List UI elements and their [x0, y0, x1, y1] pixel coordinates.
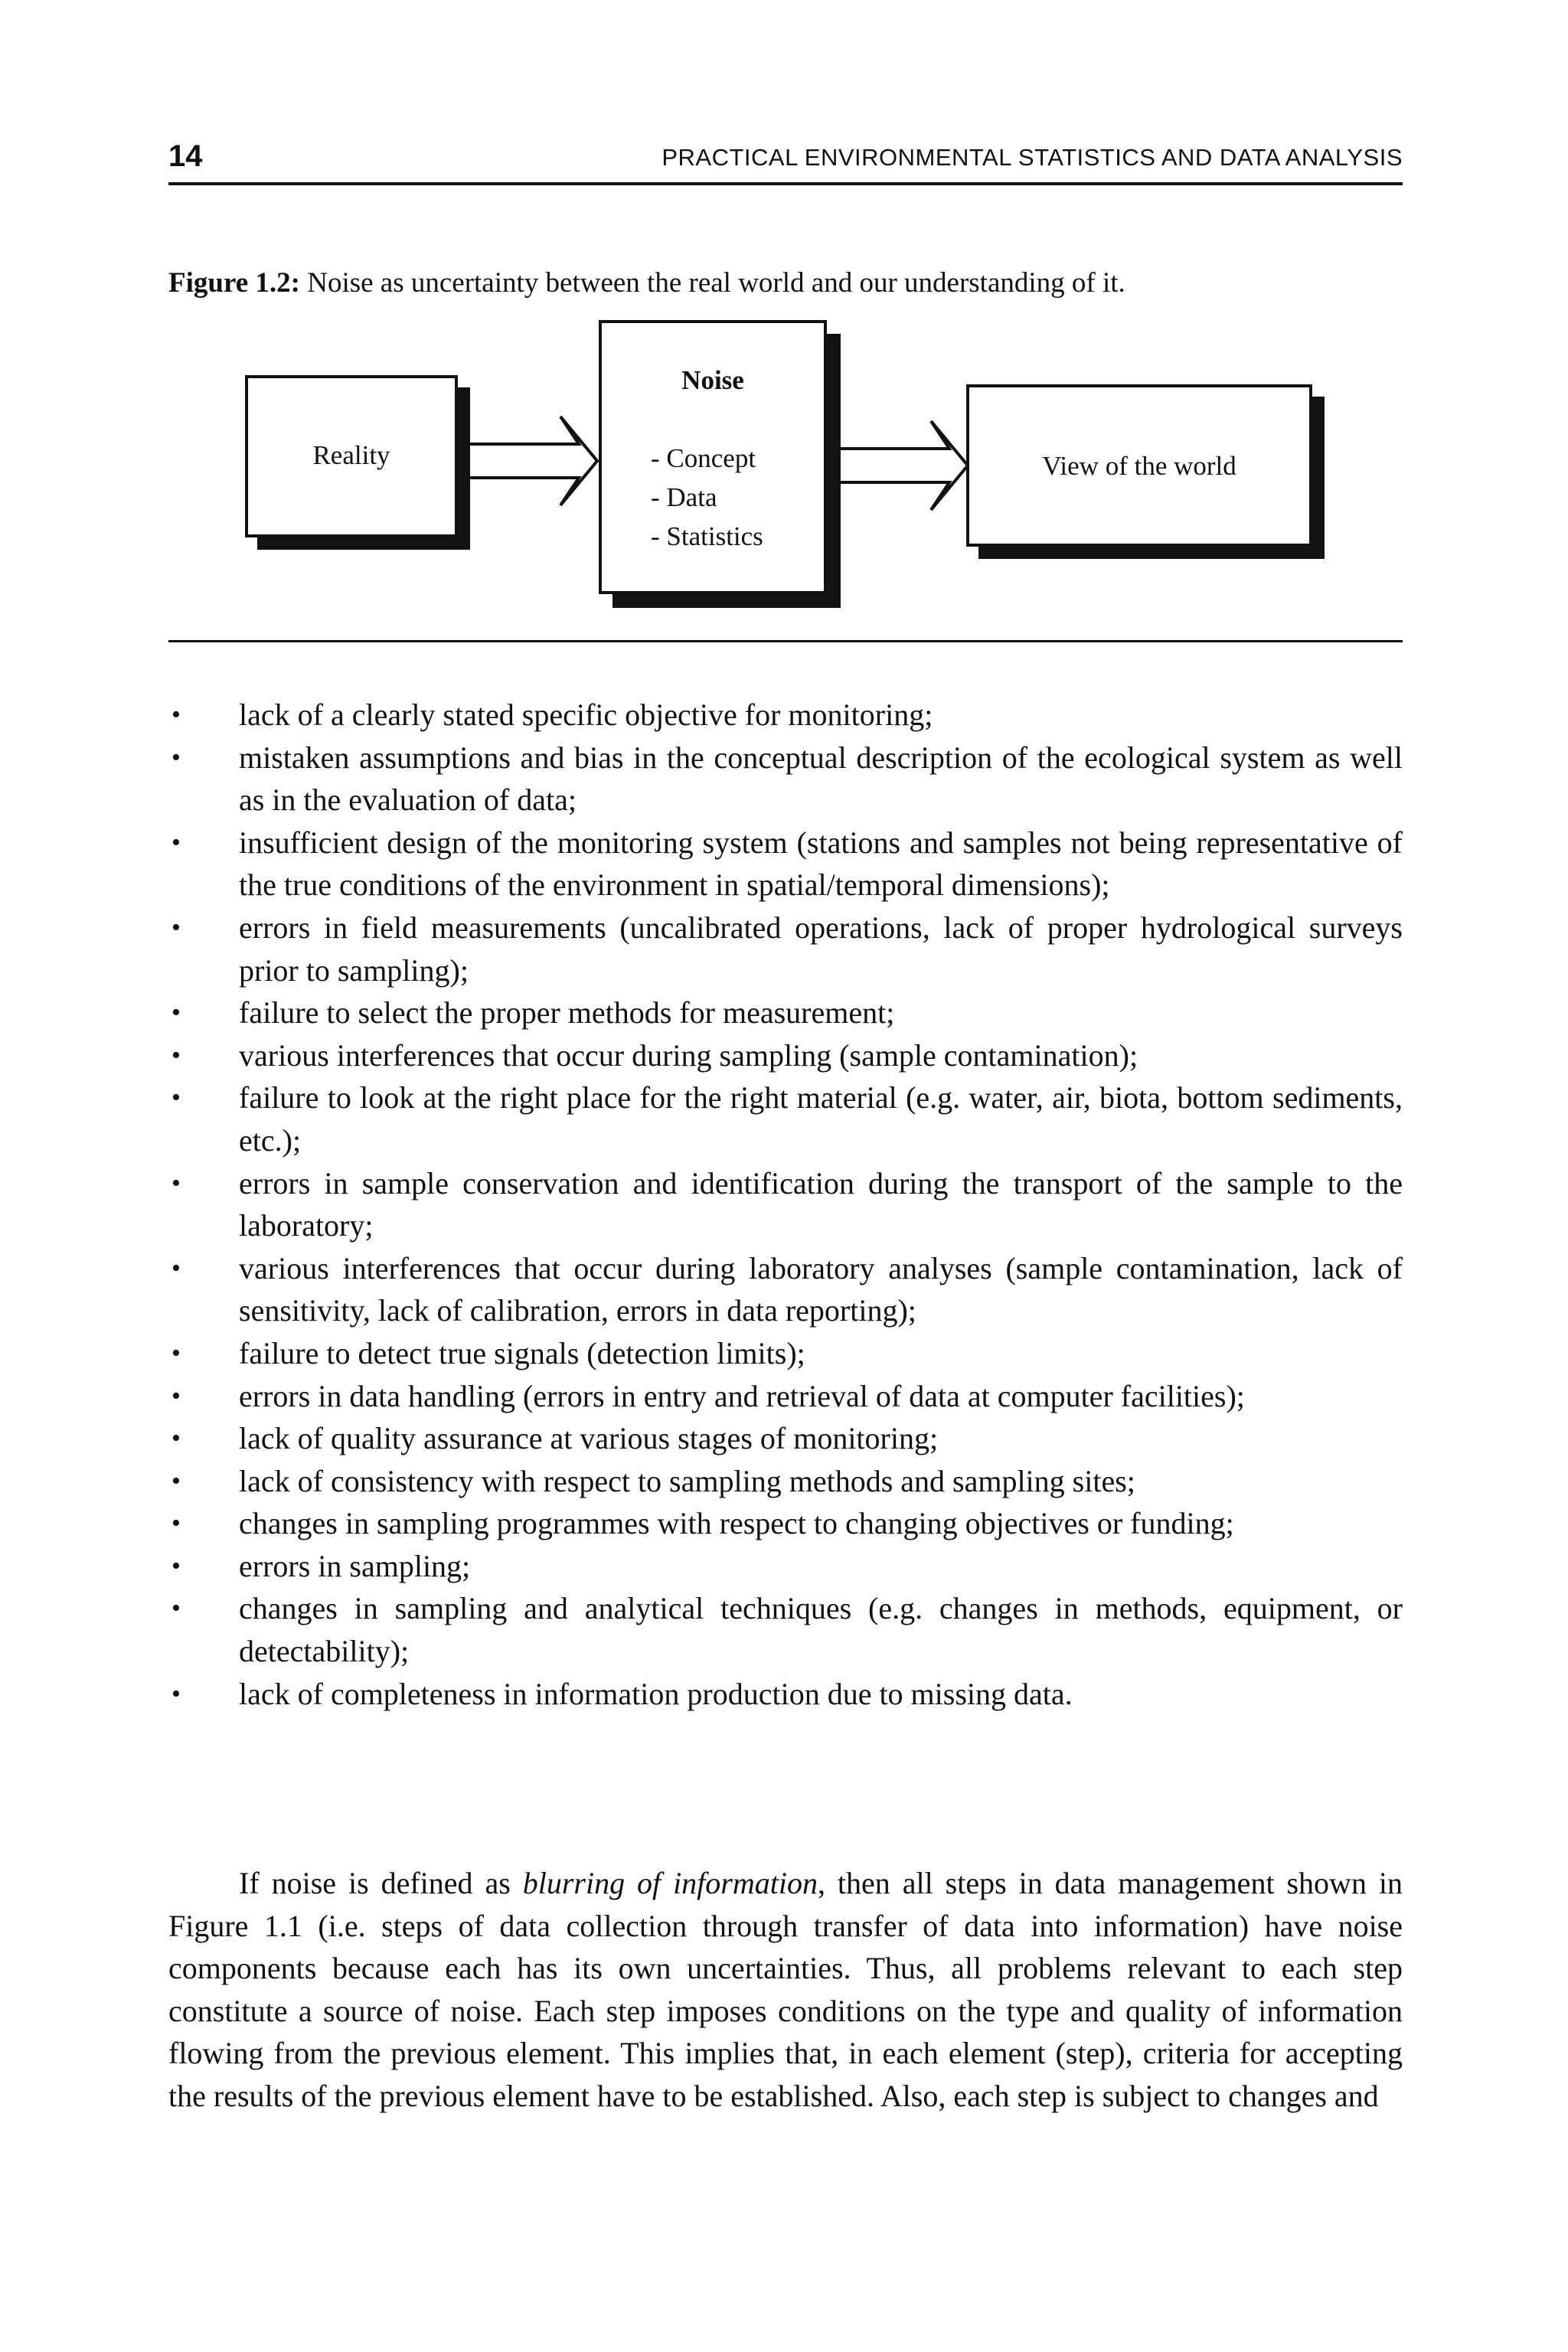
arrow-reality-to-noise [466, 413, 600, 508]
noise-item-statistics: - Statistics [651, 521, 763, 551]
list-item [168, 737, 1403, 822]
noise-item-concept: - Concept [651, 443, 756, 473]
view-of-the-world-box [966, 384, 1312, 547]
list-item-text: various interferences that occur during sampling (sample contamination); [239, 1037, 1138, 1073]
list-item-text: changes in sampling and analytical techniques (e.g. changes in methods, equipment, or detectability); [239, 1591, 1403, 1669]
bullet-icon: • [172, 998, 181, 1027]
list-item-text: insufficient design of the monitoring system (stations and samples not being representative of the true conditions of the environment in spatial/temporal dimensions); [239, 825, 1403, 903]
figure-caption-text: Noise as uncertainty between the real world and our understanding of it. [307, 267, 1125, 299]
list-item [168, 1375, 1403, 1418]
figure-caption-label: Figure 1.2: [168, 267, 300, 299]
bullet-icon: • [172, 913, 181, 942]
bullet-icon: • [172, 1424, 181, 1453]
noise-title: Noise [681, 365, 744, 395]
list-item [168, 1162, 1403, 1247]
paragraph-intro: If noise is defined as [239, 1866, 523, 1900]
bullet-icon: • [172, 1040, 181, 1070]
list-item-text: lack of consistency with respect to sampling methods and sampling sites; [239, 1463, 1135, 1498]
paragraph-rest: , then all steps in data management shown in Figure 1.1 (i.e. steps of data collection through transfer of data into information) have noise components because each has its own uncertainties. Thus, all problems relevant to each step constitute a source of noise. Each step imposes conditions on the type and quality of information flowing from the previous element. This implies that, in each element (step), criteria for accepting the results of the previous element have to be established. Also, each step is subject to changes and [168, 1866, 1403, 2113]
list-item-text: failure to detect true signals (detection limits); [239, 1335, 805, 1370]
noise-box [599, 320, 827, 594]
list-item [168, 1587, 1403, 1672]
bullet-icon: • [172, 1594, 181, 1623]
list-item-text: mistaken assumptions and bias in the conceptual description of the ecological system as well as in the evaluation of data; [239, 740, 1403, 818]
arrow-noise-to-view [836, 418, 971, 513]
list-item [168, 906, 1403, 991]
list-item [168, 1034, 1403, 1077]
body-paragraph [168, 1862, 1403, 2118]
bullet-icon: • [172, 1679, 181, 1708]
reality-label: Reality [312, 440, 390, 470]
reality-box [245, 375, 458, 537]
list-item [168, 1332, 1403, 1375]
list-item [168, 1460, 1403, 1503]
list-item-text: errors in data handling (errors in entry and retrieval of data at computer facilities); [239, 1378, 1245, 1413]
list-item-text: lack of quality assurance at various stages of monitoring; [239, 1421, 939, 1456]
list-item [168, 1417, 1403, 1460]
bullet-icon: • [172, 1509, 181, 1538]
bullet-icon: • [172, 1551, 181, 1580]
bullet-icon: • [172, 1381, 181, 1410]
bullet-icon: • [172, 743, 181, 772]
list-item-text: failure to look at the right place for the right material (e.g. water, air, biota, bottom sediments, etc.); [239, 1080, 1403, 1158]
bullet-icon: • [172, 1253, 181, 1282]
list-item-text: lack of a clearly stated specific objective for monitoring; [239, 697, 933, 732]
list-item [168, 1545, 1403, 1588]
noise-item-data: - Data [651, 482, 717, 512]
bullet-icon: • [172, 1338, 181, 1367]
list-item [168, 822, 1403, 906]
list-item [168, 694, 1403, 737]
view-of-the-world-label: View of the world [1042, 451, 1236, 481]
page-number: 14 [168, 139, 203, 173]
list-item-text: errors in sample conservation and identification during the transport of the sample to the laboratory; [239, 1165, 1403, 1243]
bullet-icon: • [172, 828, 181, 857]
list-item-text: lack of completeness in information production due to missing data. [239, 1676, 1073, 1711]
list-item [168, 1673, 1403, 1716]
bullet-list [168, 694, 1403, 1715]
list-item-text: errors in field measurements (uncalibrated operations, lack of proper hydrological surveys prior to sampling); [239, 910, 1403, 988]
list-item [168, 991, 1403, 1034]
paragraph-emphasis: blurring of information [522, 1866, 818, 1900]
list-item [168, 1502, 1403, 1545]
bullet-icon: • [172, 1168, 181, 1197]
list-item-text: errors in sampling; [239, 1548, 471, 1583]
bullet-icon: • [172, 1083, 181, 1112]
list-item [168, 1247, 1403, 1332]
bullet-icon: • [172, 1466, 181, 1495]
running-title: PRACTICAL ENVIRONMENTAL STATISTICS AND DATA ANALYSIS [662, 144, 1403, 171]
figure-bottom-rule [168, 640, 1403, 642]
figure-diagram [0, 0, 1568, 643]
list-item [168, 1076, 1403, 1161]
bullet-icon: • [172, 701, 181, 729]
list-item-text: changes in sampling programmes with respect to changing objectives or funding; [239, 1506, 1234, 1541]
list-item-text: failure to select the proper methods for measurement; [239, 995, 895, 1031]
list-item-text: various interferences that occur during laboratory analyses (sample contamination, lack of sensitivity, lack of calibration, errors in data reporting); [239, 1250, 1403, 1328]
